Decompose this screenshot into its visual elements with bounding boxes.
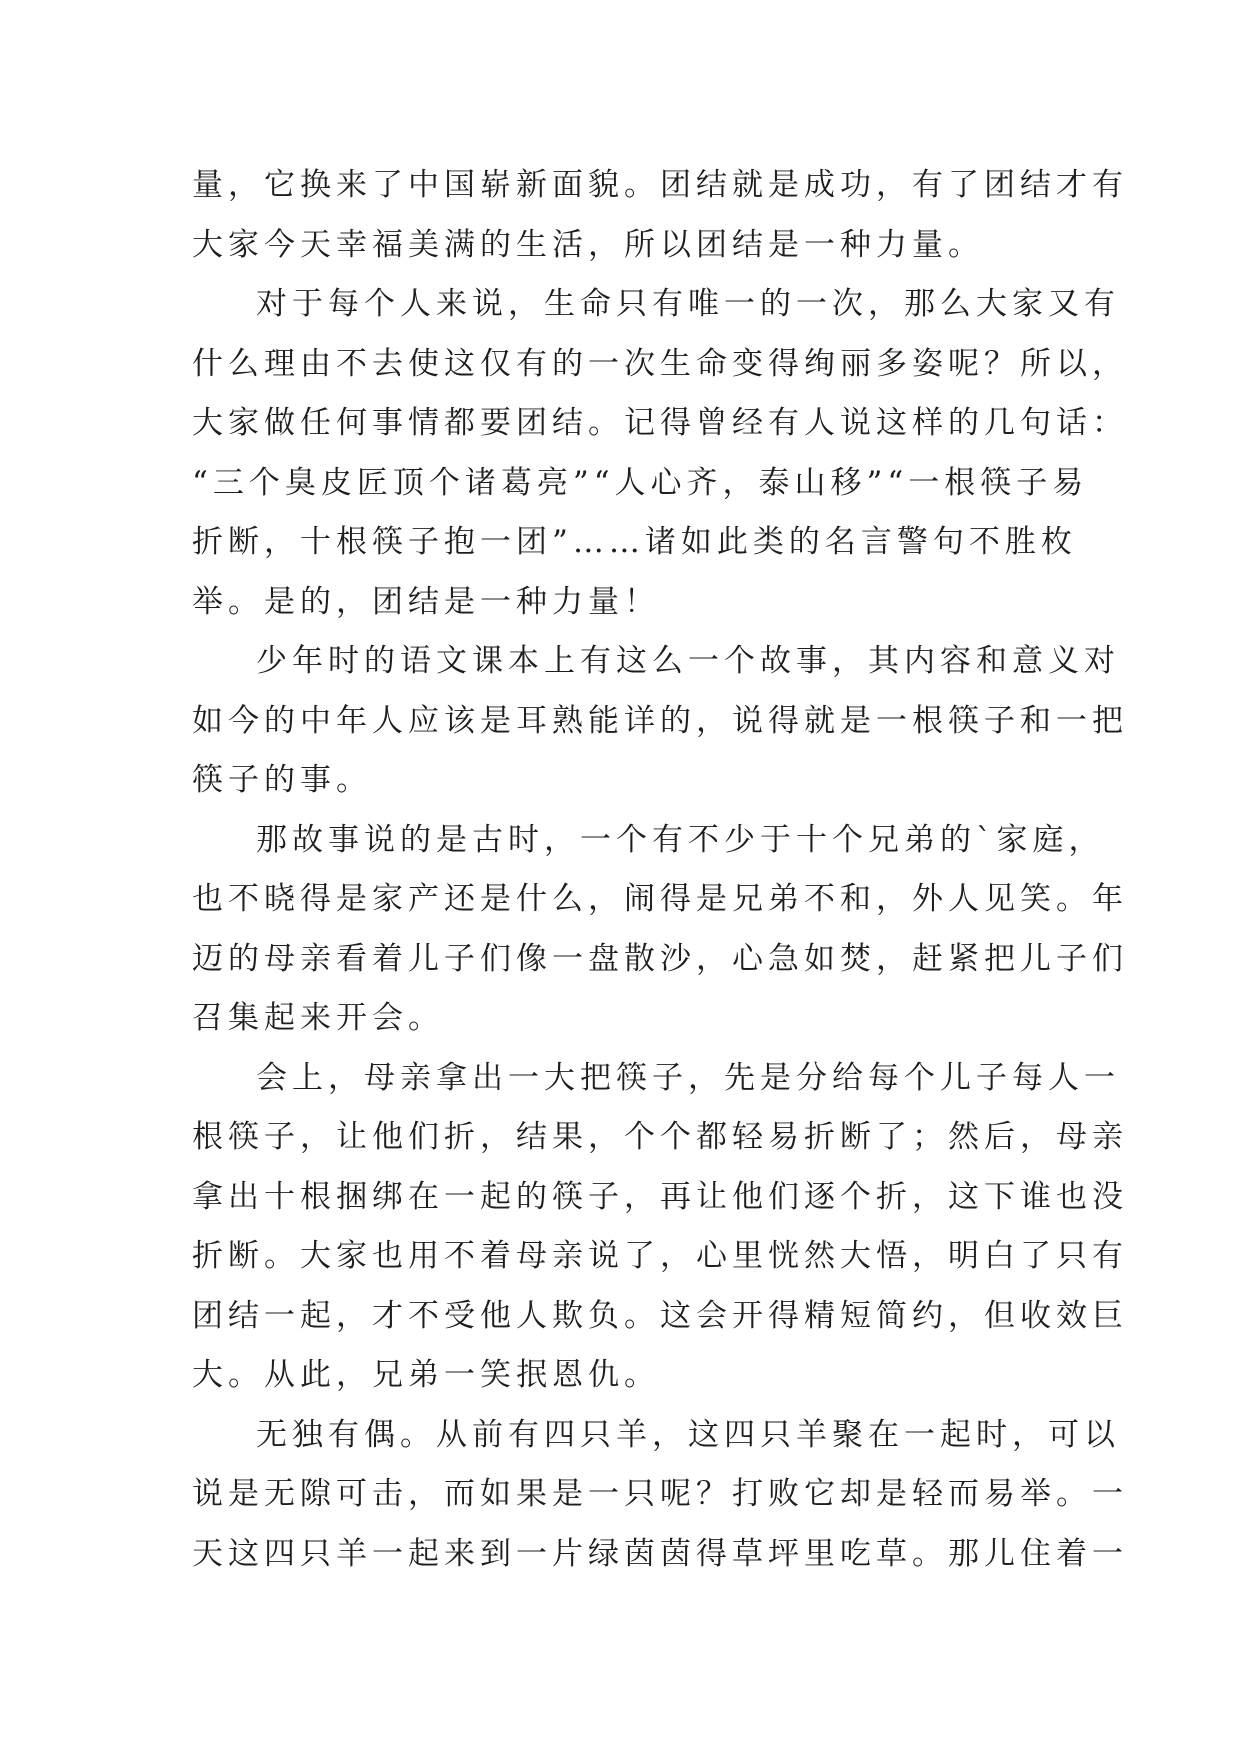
text-line: 说是无隙可击，而如果是一只呢？打败它却是轻而易举。一 — [192, 1476, 1128, 1512]
text-line: 量，它换来了中国崭新面貌。团结就是成功，有了团结才有 — [192, 167, 1128, 203]
text-line: 迈的母亲看着儿子们像一盘散沙，心急如焚，赶紧把儿子们 — [192, 940, 1128, 977]
text-line: 对于每个人来说，生命只有唯一的一次，那么大家又有 — [256, 286, 1120, 322]
text-line: 大家做任何事情都要团结。记得曾经有人说这样的几句话： — [192, 405, 1128, 441]
text-line: 天这四只羊一起来到一片绿茵茵得草坪里吃草。那儿住着一 — [192, 1535, 1128, 1572]
paragraph-2 — [192, 275, 1128, 632]
text-line: 折断，十根筷子抱一团”……诸如此类的名言警句不胜枚 — [192, 524, 1077, 560]
text-line: 团结一起，才不受他人欺负。这会开得精短简约，但收效巨 — [192, 1297, 1128, 1334]
text-line: 根筷子，让他们折，结果，个个都轻易折断了；然后，母亲 — [192, 1119, 1128, 1155]
body-text — [192, 156, 1128, 1584]
text-line: 筷子的事。 — [192, 762, 372, 798]
text-line: 召集起来开会。 — [192, 1000, 444, 1036]
paragraph-6 — [192, 1406, 1128, 1585]
text-line: 会上，母亲拿出一大把筷子，先是分给每个儿子每人一 — [256, 1059, 1120, 1096]
text-line: “三个臭皮匠顶个诸葛亮”“人心齐，泰山移”“一根筷子易 — [192, 464, 1089, 501]
text-line: 大。从此，兄弟一笑抿恩仇。 — [192, 1357, 660, 1393]
text-line: 也不晓得是家产还是什么，闹得是兄弟不和，外人见笑。年 — [192, 881, 1128, 917]
text-line: 那故事说的是古时，一个有不少于十个兄弟的`家庭， — [256, 821, 1105, 858]
paragraph-5 — [192, 1049, 1128, 1406]
text-line: 举。是的，团结是一种力量！ — [192, 583, 660, 620]
paragraph-4 — [192, 811, 1128, 1049]
text-line: 少年时的语文课本上有这么一个故事，其内容和意义对 — [256, 643, 1120, 679]
text-line: 大家今天幸福美满的生活，所以团结是一种力量。 — [192, 226, 984, 263]
text-line: 如今的中年人应该是耳熟能详的，说得就是一根筷子和一把 — [192, 702, 1128, 739]
text-line: 无独有偶。从前有四只羊，这四只羊聚在一起时，可以 — [256, 1416, 1120, 1453]
text-line: 折断。大家也用不着母亲说了，心里恍然大悟，明白了只有 — [192, 1238, 1128, 1274]
text-line: 拿出十根捆绑在一起的筷子，再让他们逐个折，这下谁也没 — [192, 1178, 1128, 1215]
paragraph-1 — [192, 156, 1128, 275]
text-line: 什么理由不去使这仅有的一次生命变得绚丽多姿呢？所以， — [192, 345, 1128, 382]
paragraph-3 — [192, 632, 1128, 811]
